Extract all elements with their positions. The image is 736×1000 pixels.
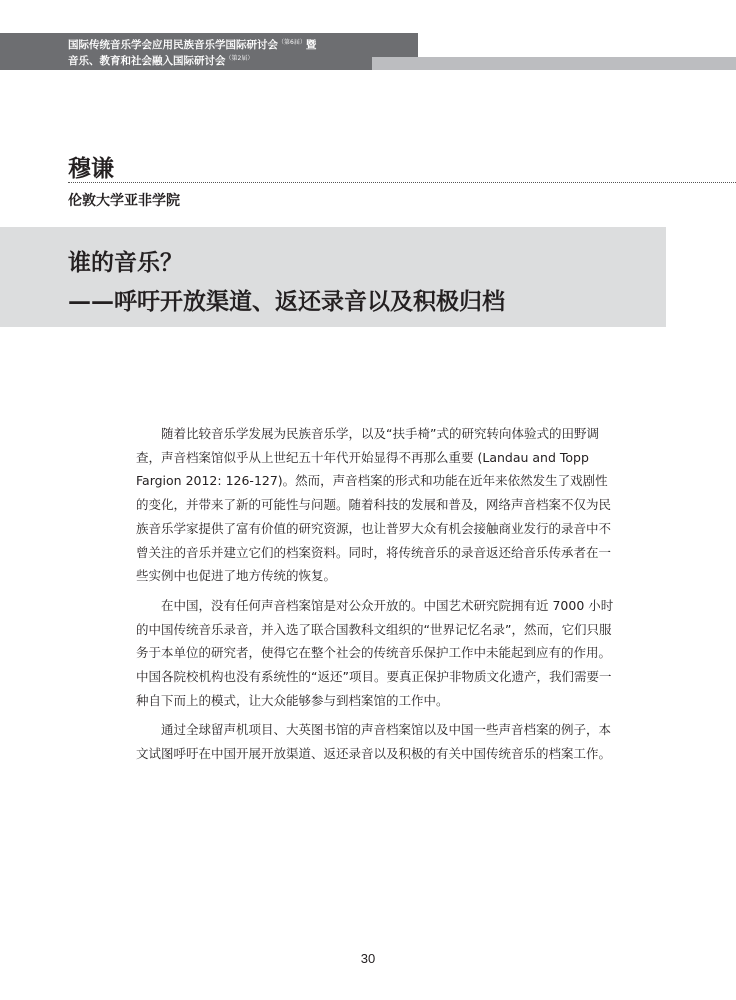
article-subtitle: ——呼吁开放渠道、返还录音以及积极归档: [68, 288, 505, 315]
abstract-body: [136, 422, 616, 772]
article-title: 谁的音乐？: [68, 249, 183, 276]
body-paragraph: 在中国，没有任何声音档案馆是对公众开放的。中国艺术研究院拥有近 7000 小时的中国传统音乐录音，并入选了联合国教科文组织的“世界记忆名录”，然而，它们只服务于本单位的研究者，使得它在整个社会的传统音乐保护工作中未能起到应有的作用。中国各院校机构也没有系统性的“返还”项目。要真正保护非物质文化遗产，我们需要一种自下而上的模式，让大众能够参与到档案馆的工作中。: [136, 597, 614, 708]
author-affiliation: 伦敦大学亚非学院: [68, 193, 180, 209]
author-name: 穆谦: [68, 155, 114, 182]
running-header-line1: [68, 36, 316, 52]
running-header-line1-main: 国际传统音乐学会应用民族音乐学国际研讨会: [68, 39, 278, 51]
running-header: [68, 36, 316, 68]
running-header-line2-main: 音乐、教育和社会融入国际研讨会: [68, 55, 226, 67]
running-header-line2: [68, 52, 316, 68]
body-paragraph: 随着比较音乐学发展为民族音乐学，以及“扶手椅”式的研究转向体验式的田野调查，声音档案馆似乎从上世纪五十年代开始显得不再那么重要 (Landau and Topp Fargion 2012: 126-127)。然而，声音档案的形式和功能在近年来依然发生了戏剧性的变化，并带来了新的可能性与问题。随着科技的发展和普及，网络声音档案不仅为民族音乐学家提供了富有价值的研究资源，也让普罗大众有机会接触商业发行的录音中不曾关注的音乐并建立它们的档案资料。同时，将传统音乐的录音返还给音乐传承者在一些实例中也促进了地方传统的恢复。: [136, 426, 612, 584]
header-strip: [372, 57, 736, 70]
author-divider: [68, 182, 736, 183]
page-number: 30: [360, 951, 376, 966]
running-header-line2-edition: （第2届）: [225, 55, 254, 62]
body-paragraph: 通过全球留声机项目、大英图书馆的声音档案馆以及中国一些声音档案的例子，本文试图呼吁在中国开展开放渠道、返还录音以及积极的有关中国传统音乐的档案工作。: [136, 722, 612, 762]
running-header-line1-tail: 暨: [305, 39, 317, 51]
running-header-line1-edition: （第6届）: [278, 39, 306, 46]
